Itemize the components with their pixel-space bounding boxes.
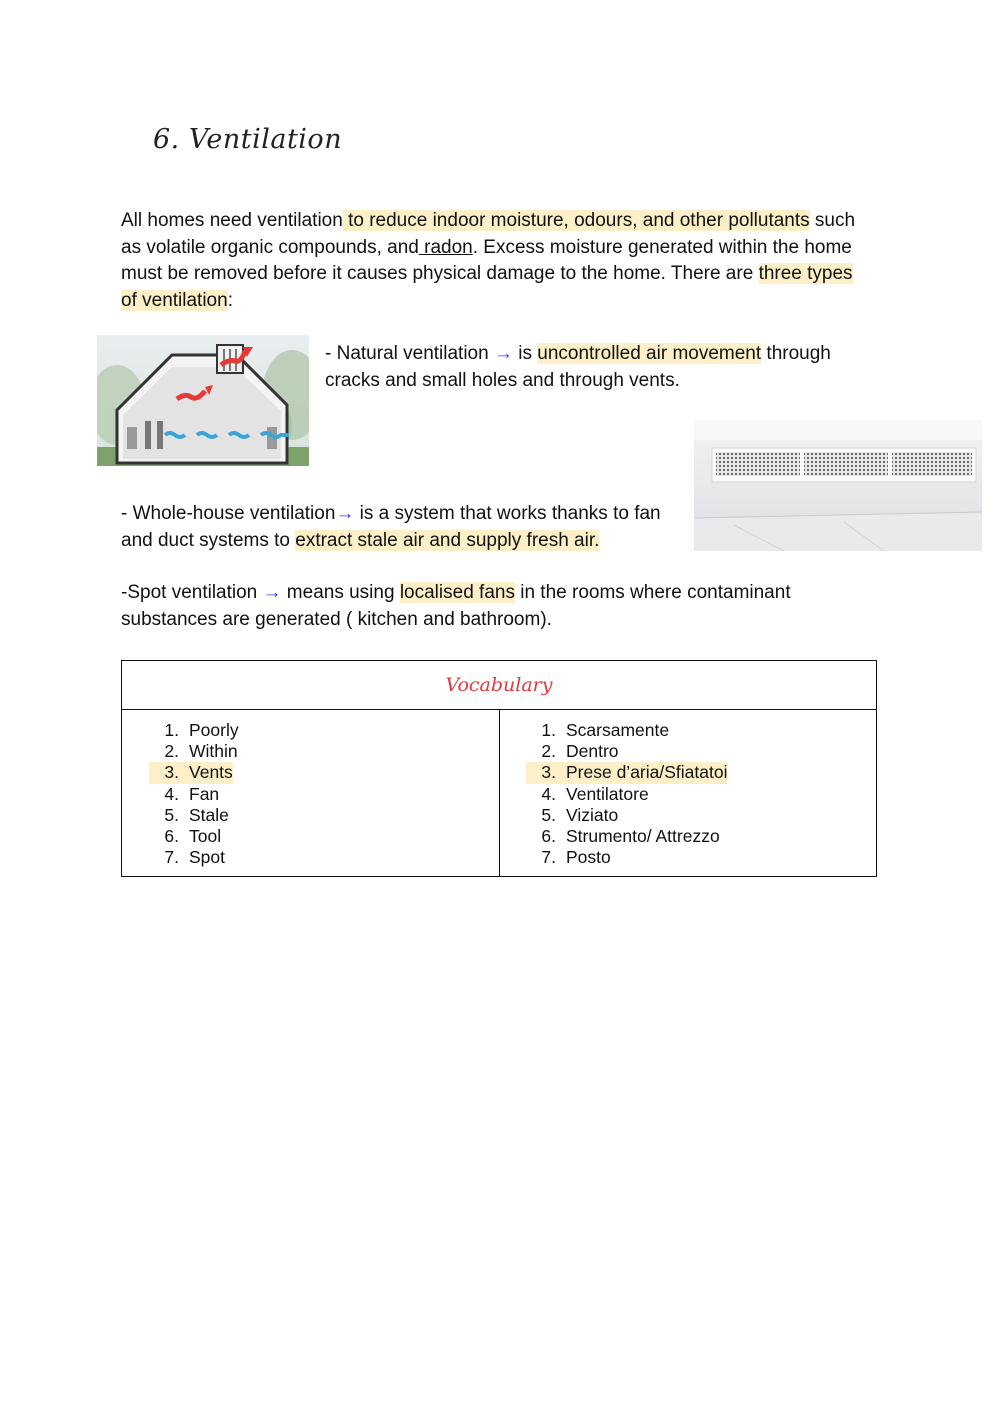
list-number: 3. bbox=[149, 762, 179, 783]
whole-house-ventilation-paragraph bbox=[121, 501, 681, 554]
list-item bbox=[526, 720, 876, 741]
vocabulary-table bbox=[121, 660, 877, 877]
house-ventilation-image bbox=[97, 335, 309, 466]
list-word: Viziato bbox=[566, 804, 619, 825]
list-item bbox=[526, 784, 876, 805]
list-number: 4. bbox=[164, 783, 179, 804]
list-item bbox=[149, 805, 499, 826]
list-item bbox=[149, 762, 499, 783]
list-number: 2. bbox=[164, 741, 179, 762]
list-word: Posto bbox=[566, 847, 611, 868]
list-number: 4. bbox=[541, 783, 556, 804]
list-word: Fan bbox=[189, 783, 220, 804]
list-number: 3. bbox=[526, 762, 556, 783]
list-item bbox=[149, 784, 499, 805]
list-word: Prese d’aria/Sfiatatoi bbox=[556, 762, 727, 783]
list-item bbox=[526, 762, 876, 783]
whole-text-1: - Whole-house ventilation bbox=[121, 503, 336, 524]
natural-ventilation-paragraph bbox=[325, 341, 885, 394]
list-item bbox=[149, 720, 499, 741]
list-number: 5. bbox=[164, 804, 179, 825]
list-item bbox=[526, 741, 876, 762]
list-word: Strumento/ Attrezzo bbox=[566, 825, 720, 846]
intro-text-3: . Excess moisture generated within the home must be removed before it causes physical damage to the home. There are bbox=[121, 236, 852, 284]
english-word-list bbox=[122, 710, 499, 868]
radon-link[interactable]: radon bbox=[418, 236, 473, 258]
list-number: 1. bbox=[541, 720, 556, 740]
vocabulary-heading: Vocabulary bbox=[122, 661, 876, 710]
list-number: 5. bbox=[541, 804, 556, 825]
list-word: Poorly bbox=[189, 720, 239, 740]
intro-text-1: All homes need ventilation bbox=[121, 210, 343, 231]
spot-text-3: in the rooms where contaminant substances are generated ( kitchen and bathroom). bbox=[121, 582, 791, 630]
ceiling-vent-image bbox=[694, 420, 982, 551]
whole-text-2: is a system that works thanks to fan and duct systems to bbox=[121, 503, 661, 551]
intro-text-2: such as volatile organic compounds, and bbox=[121, 210, 856, 258]
list-word: Ventilatore bbox=[566, 783, 649, 804]
arrow-icon: → bbox=[493, 343, 513, 364]
list-word: Tool bbox=[189, 825, 222, 846]
whole-highlight: extract stale air and supply fresh air. bbox=[295, 529, 600, 551]
list-word: Dentro bbox=[566, 741, 619, 762]
list-word: Stale bbox=[189, 804, 229, 825]
list-word: Vents bbox=[179, 762, 233, 783]
intro-highlight-1: to reduce indoor moisture, odours, and other pollutants bbox=[342, 210, 810, 231]
list-item bbox=[526, 847, 876, 868]
spot-highlight: localised fans bbox=[399, 582, 515, 603]
arrow-icon: → bbox=[335, 503, 355, 524]
vocabulary-italian-column bbox=[499, 710, 876, 876]
list-item bbox=[526, 826, 876, 847]
intro-text-4: : bbox=[227, 289, 233, 311]
natural-text-1: - Natural ventilation bbox=[325, 343, 494, 364]
list-word: Spot bbox=[189, 847, 225, 868]
list-number: 1. bbox=[164, 720, 179, 740]
intro-highlight-2: three types of ventilation bbox=[121, 263, 853, 311]
vocabulary-english-column bbox=[122, 710, 500, 876]
list-number: 6. bbox=[541, 825, 556, 846]
list-word: Scarsamente bbox=[566, 720, 670, 740]
list-number: 7. bbox=[541, 847, 556, 868]
list-item bbox=[149, 847, 499, 868]
list-item bbox=[149, 826, 499, 847]
spot-text-2: means using bbox=[281, 582, 400, 603]
spot-text-1: -Spot ventilation bbox=[121, 582, 263, 603]
list-number: 7. bbox=[164, 847, 179, 868]
list-number: 6. bbox=[164, 825, 179, 846]
list-word: Within bbox=[189, 741, 238, 762]
natural-highlight: uncontrolled air movement bbox=[537, 343, 762, 364]
list-item bbox=[526, 805, 876, 826]
arrow-icon: → bbox=[262, 582, 282, 603]
intro-paragraph bbox=[121, 208, 871, 314]
list-item bbox=[149, 741, 499, 762]
spot-ventilation-paragraph bbox=[121, 580, 881, 633]
natural-text-2: is bbox=[512, 343, 538, 364]
italian-word-list bbox=[499, 710, 876, 868]
natural-text-3: through cracks and small holes and through vents. bbox=[325, 343, 831, 391]
list-number: 2. bbox=[541, 741, 556, 762]
page-title: 6. Ventilation bbox=[153, 124, 343, 155]
